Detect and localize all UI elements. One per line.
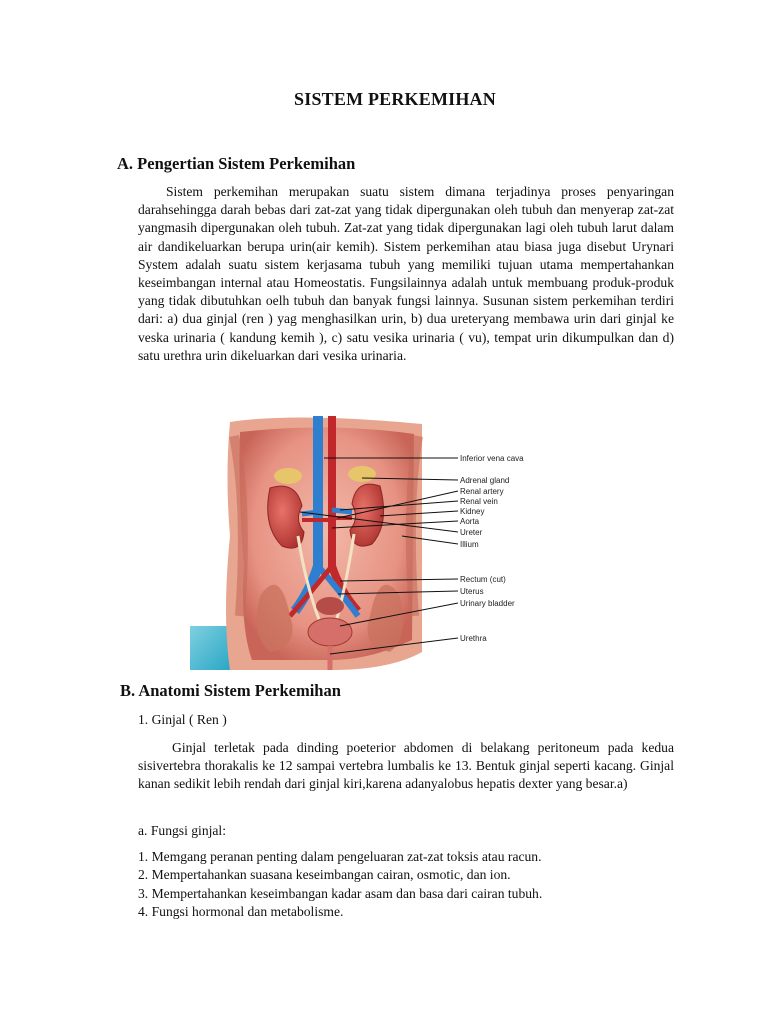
section-b-paragraph: Ginjal terletak pada dinding poeterior abdomen di belakang peritoneum pada kedua sisivertebra thorakalis ke 12 sampai vertebra lumbalis ke 13. Bentuk ginjal seperti kacang. Ginjal kanan sedikit lebih rendah dari ginjal kiri,karena adanyalobus hepatis dexter yang besar.a)	[138, 740, 674, 792]
section-b-heading: B. Anatomi Sistem Perkemihan	[120, 681, 341, 700]
list-item: 4. Fungsi hormonal dan metabolisme.	[138, 903, 344, 919]
page-title: SISTEM PERKEMIHAN	[294, 89, 496, 109]
label-kidney: Kidney	[460, 507, 485, 516]
label-uterus: Uterus	[460, 587, 484, 596]
label-illium: Illium	[460, 540, 479, 549]
list-item: 2. Mempertahankan suasana keseimbangan cairan, osmotic, dan ion.	[138, 867, 511, 883]
label-adrenal-gland: Adrenal gland	[460, 476, 510, 485]
fungsi-ginjal-heading: a. Fungsi ginjal:	[138, 823, 226, 838]
fungsi-ginjal-list	[138, 848, 542, 921]
label-urethra: Urethra	[460, 634, 487, 643]
label-urinary-bladder: Urinary bladder	[460, 599, 515, 608]
list-item: 3. Mempertahankan keseimbangan kadar asam dan basa dari cairan tubuh.	[138, 885, 543, 901]
label-ureter: Ureter	[460, 528, 483, 537]
urinary-system-illustration	[190, 416, 550, 670]
list-item: 1. Memgang peranan penting dalam pengeluaran zat-zat toksis atau racun.	[138, 849, 542, 864]
section-a-paragraph: Sistem perkemihan merupakan suatu sistem dimana terjadinya proses penyaringan darahsehingga darah bebas dari zat-zat yang tidak dipergunakan oleh tubuh dan menyerap zat-zat yangmasih dipergunakan oleh tubuh. Zat-zat yang tidak dipergunakan lagi oleh tubuh larut dalam air dandikeluarkan berupa urin(air kemih). Sistem perkemihan atau biasa juga disebut Urynari System adalah suatu sistem kerjasama tubuh yang memiliki tujuan utama mempertahankan keseimbangan internal atau Homeostatis. Fungsilainnya adalah untuk membuang produk-produk yang tidak dibutuhkan oelh tubuh dan banyak fungsi lainnya. Susunan sistem perkemihan terdiri dari: a) dua ginjal (ren ) yag menghasilkan urin, b) dua ureteryang membawa urin dari ginjal ke veska urinaria ( kandung kemih ), c) satu vesika urinaria ( vu), tempat urin dikumpulkan dan d) satu urethra urin dikeluarkan dari vesika urinaria.	[138, 184, 674, 363]
section-a-heading: A. Pengertian Sistem Perkemihan	[117, 154, 356, 173]
label-renal-artery: Renal artery	[460, 487, 504, 496]
label-aorta: Aorta	[460, 517, 480, 526]
item-ginjal: 1. Ginjal ( Ren )	[138, 712, 227, 727]
label-rectum: Rectum (cut)	[460, 575, 506, 584]
label-inferior-vena-cava: Inferior vena cava	[460, 454, 524, 463]
urinary-system-figure	[190, 416, 550, 670]
label-renal-vein: Renal vein	[460, 497, 498, 506]
